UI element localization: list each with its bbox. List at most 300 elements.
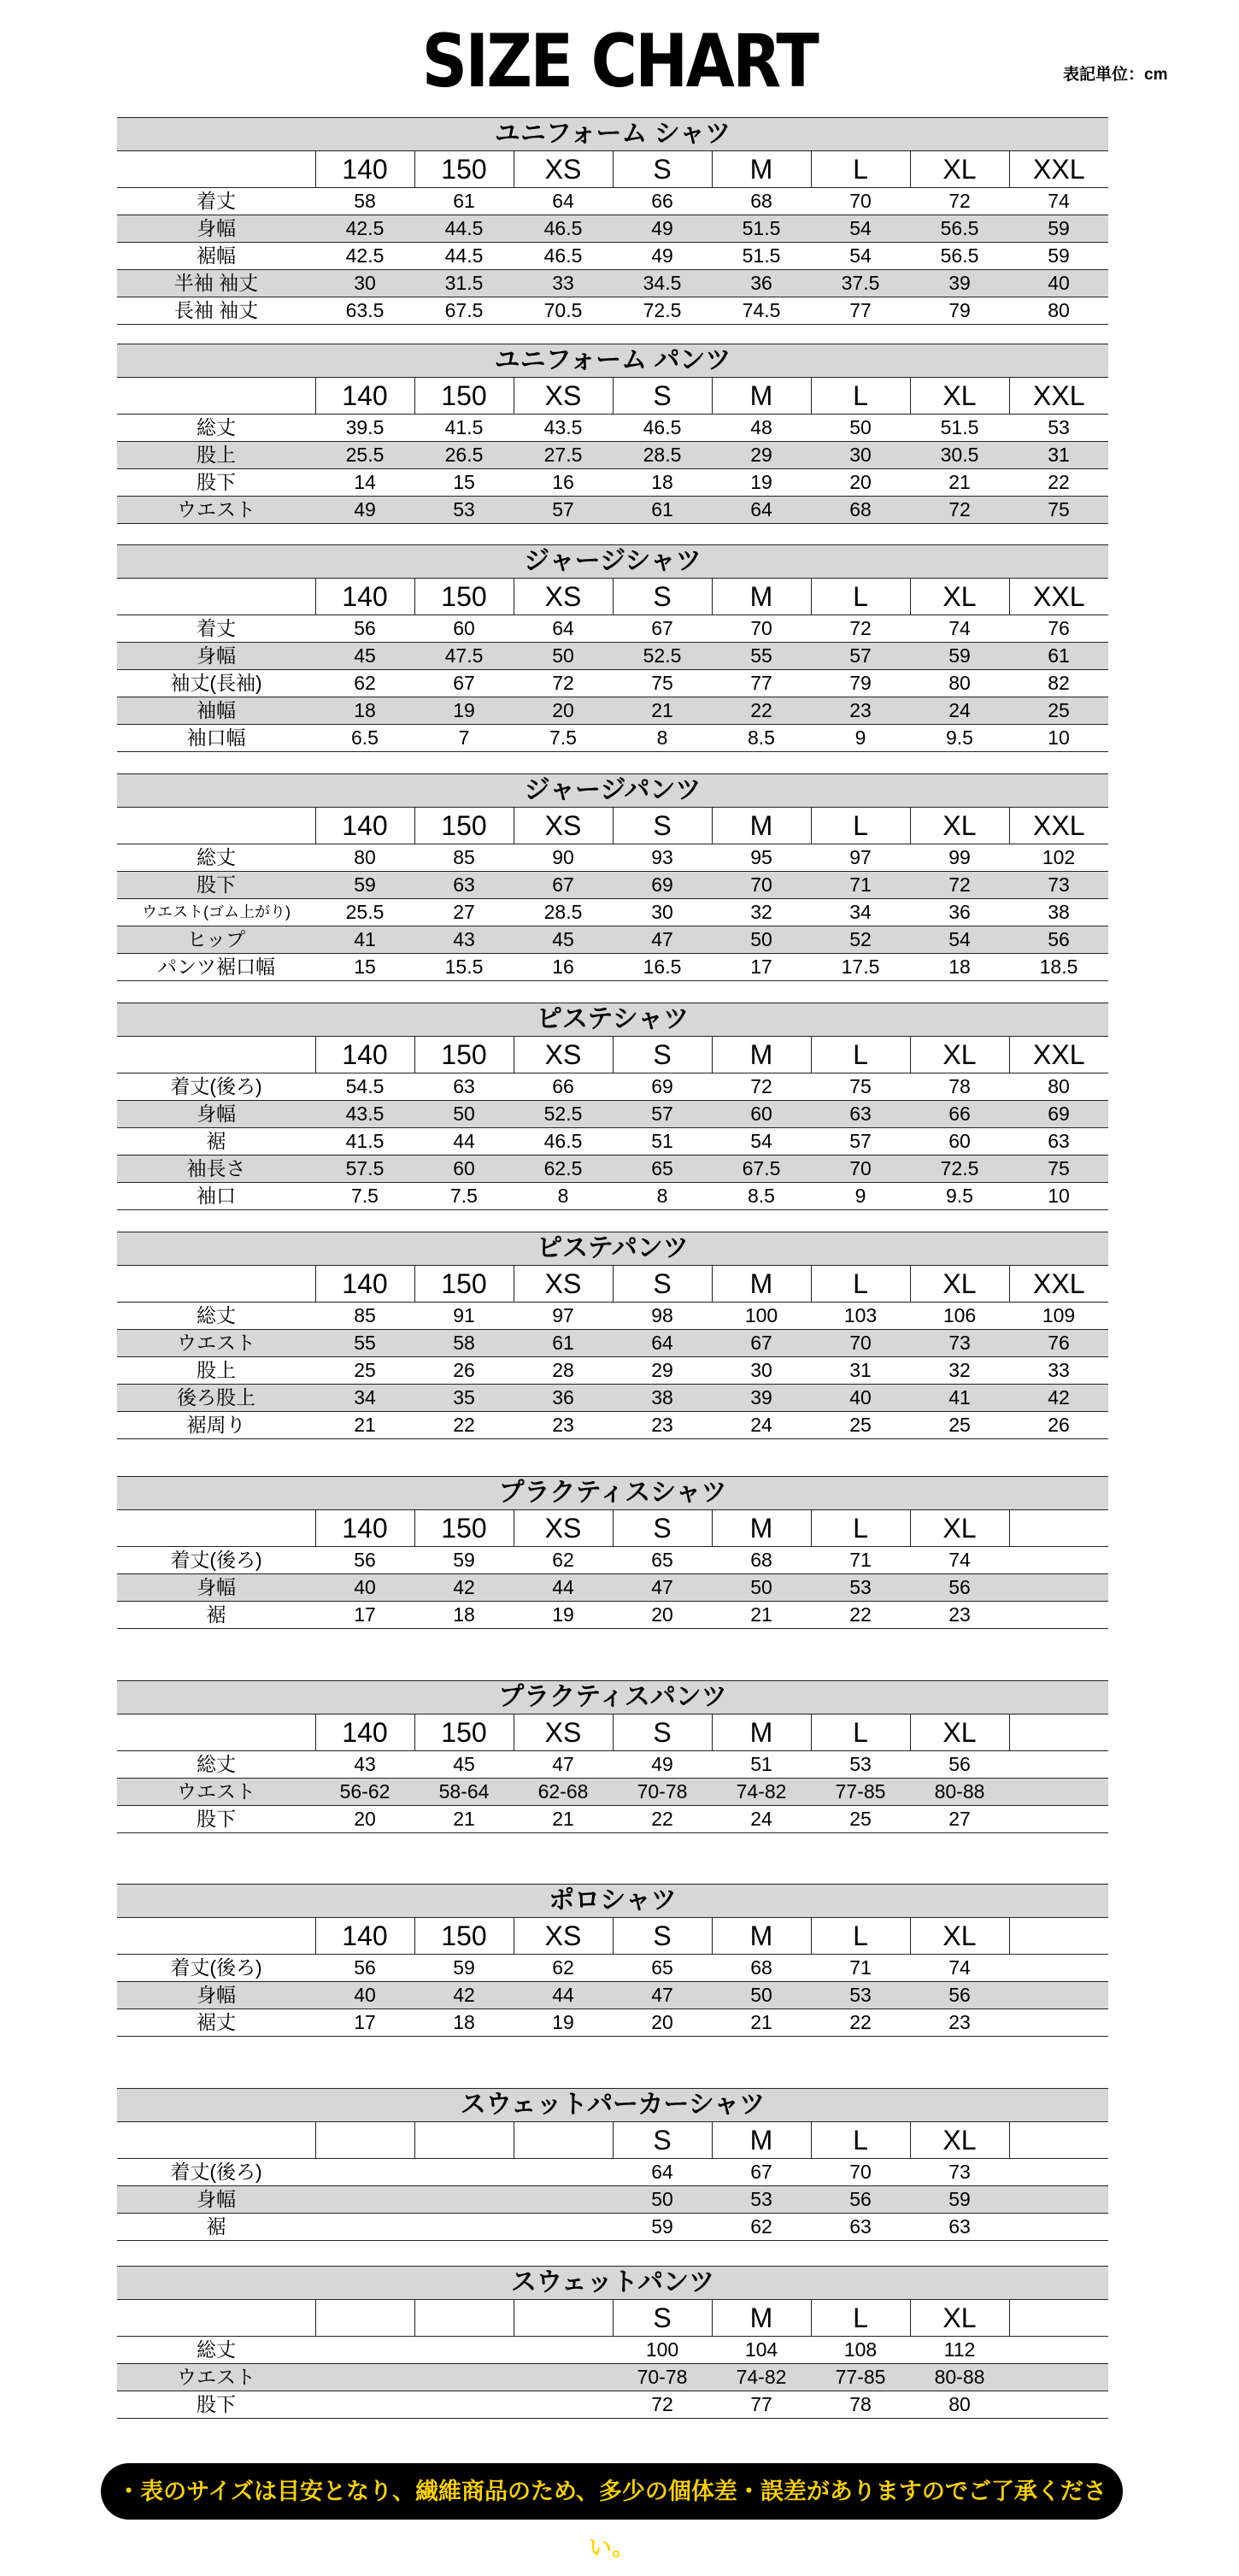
size-header: XL [910, 378, 1009, 415]
size-table [117, 378, 1108, 524]
cell: 58 [315, 188, 414, 215]
row-label: 身幅 [117, 643, 315, 670]
cell: 7 [414, 725, 514, 752]
cell: 44 [414, 1128, 514, 1156]
cell: 19 [414, 697, 514, 725]
cell: 39.5 [315, 415, 414, 442]
row-label: 後ろ股上 [117, 1385, 315, 1412]
cell [414, 2159, 514, 2186]
table-row [117, 2391, 1108, 2419]
size-table [117, 1918, 1108, 2037]
cell: 34.5 [613, 270, 712, 297]
row-label: ウエスト(ゴム上がり) [117, 899, 315, 926]
cell: 50 [811, 415, 910, 442]
table-row [117, 1547, 1108, 1574]
cell: 20 [315, 1806, 414, 1833]
cell: 75 [1009, 497, 1108, 524]
cell: 99 [910, 844, 1009, 872]
table-row [117, 215, 1108, 243]
cell: 63 [811, 1101, 910, 1128]
cell: 72.5 [613, 297, 712, 325]
cell: 17 [712, 954, 811, 981]
disclaimer-note: ・表のサイズは目安となり、繊維商品のため、多少の個体差・誤差がありますのでご了承ください。 [101, 2463, 1123, 2520]
cell: 19 [514, 1602, 613, 1629]
cell: 51.5 [712, 215, 811, 243]
size-header: XL [910, 2122, 1009, 2159]
cell: 54 [811, 215, 910, 243]
cell: 56.5 [910, 243, 1009, 270]
size-table [117, 2300, 1108, 2419]
size-header: XS [514, 378, 613, 415]
cell: 56 [910, 1982, 1009, 2009]
size-table-uniform-pants [117, 344, 1108, 524]
cell: 32 [712, 899, 811, 926]
size-header: XL [910, 151, 1009, 188]
cell: 98 [613, 1303, 712, 1330]
cell: 18 [910, 954, 1009, 981]
size-header: M [712, 2122, 811, 2159]
cell: 30 [811, 442, 910, 469]
cell: 55 [712, 643, 811, 670]
table-row [117, 1128, 1108, 1156]
row-label: ヒップ [117, 926, 315, 954]
cell: 56 [315, 1547, 414, 1574]
size-header [315, 2122, 414, 2159]
unit-note: 表記単位：cm [1063, 66, 1168, 84]
size-header: XL [910, 579, 1009, 615]
cell: 20 [613, 2009, 712, 2037]
table-row [117, 1806, 1108, 1833]
size-header: S [613, 151, 712, 188]
size-header: XL [910, 1918, 1009, 1955]
cell: 56 [315, 615, 414, 643]
size-header: XXL [1009, 808, 1108, 844]
size-header: 140 [315, 1037, 414, 1073]
cell: 46.5 [613, 415, 712, 442]
cell: 42 [414, 1574, 514, 1602]
corner-cell [117, 1037, 315, 1073]
table-row [117, 1955, 1108, 1982]
cell: 59 [1009, 243, 1108, 270]
cell: 52.5 [613, 643, 712, 670]
size-table-piste-shirt [117, 1003, 1108, 1210]
row-label: ウエスト [117, 2364, 315, 2391]
size-header: M [712, 1037, 811, 1073]
cell: 48 [712, 415, 811, 442]
size-header: S [613, 1037, 712, 1073]
size-header-row [117, 579, 1108, 615]
size-table-sweat-parka [117, 2088, 1108, 2241]
cell [414, 2337, 514, 2364]
corner-cell [117, 579, 315, 615]
size-header: M [712, 151, 811, 188]
cell: 76 [1009, 615, 1108, 643]
cell [315, 2159, 414, 2186]
table-row [117, 1574, 1108, 1602]
cell: 22 [1009, 469, 1108, 497]
cell: 69 [1009, 1101, 1108, 1128]
cell: 59 [910, 2186, 1009, 2214]
size-header: XS [514, 1037, 613, 1073]
cell: 17 [315, 2009, 414, 2037]
cell: 21 [712, 1602, 811, 1629]
cell: 64 [712, 497, 811, 524]
table-row [117, 497, 1108, 524]
cell: 39 [712, 1385, 811, 1412]
cell: 49 [613, 1751, 712, 1779]
cell: 74 [910, 615, 1009, 643]
cell: 41.5 [414, 415, 514, 442]
cell: 22 [712, 697, 811, 725]
row-label: パンツ裾口幅 [117, 954, 315, 981]
size-header-row [117, 808, 1108, 844]
corner-cell [117, 1266, 315, 1303]
cell: 38 [613, 1385, 712, 1412]
cell: 62-68 [514, 1779, 613, 1806]
cell: 65 [613, 1547, 712, 1574]
cell: 67.5 [712, 1156, 811, 1183]
cell: 62 [712, 2214, 811, 2241]
row-label: 裾 [117, 1602, 315, 1629]
cell: 74-82 [712, 2364, 811, 2391]
table-row [117, 899, 1108, 926]
cell [514, 2186, 613, 2214]
cell: 43.5 [315, 1101, 414, 1128]
cell [1009, 1806, 1108, 1833]
cell: 71 [811, 872, 910, 899]
cell [1009, 2391, 1108, 2419]
cell: 79 [811, 670, 910, 697]
cell [514, 2364, 613, 2391]
row-label: 裾丈 [117, 2009, 315, 2037]
cell: 85 [414, 844, 514, 872]
row-label: ウエスト [117, 1330, 315, 1357]
size-header: M [712, 808, 811, 844]
cell [315, 2337, 414, 2364]
cell: 67 [613, 615, 712, 643]
table-row [117, 2364, 1108, 2391]
cell [414, 2186, 514, 2214]
cell: 8.5 [712, 725, 811, 752]
cell: 77-85 [811, 2364, 910, 2391]
table-row [117, 1385, 1108, 1412]
row-label: 身幅 [117, 215, 315, 243]
cell: 40 [1009, 270, 1108, 297]
row-label: 袖口幅 [117, 725, 315, 752]
section-title: ジャージシャツ [117, 544, 1108, 579]
cell [1009, 1779, 1108, 1806]
size-table [117, 1510, 1108, 1629]
cell: 59 [910, 643, 1009, 670]
size-header: 150 [414, 1714, 514, 1751]
cell: 58-64 [414, 1779, 514, 1806]
cell: 61 [1009, 643, 1108, 670]
corner-cell [117, 1918, 315, 1955]
cell: 21 [910, 469, 1009, 497]
cell: 80 [1009, 297, 1108, 325]
cell: 74 [910, 1955, 1009, 1982]
row-label: 総丈 [117, 415, 315, 442]
table-row [117, 442, 1108, 469]
table-row [117, 725, 1108, 752]
cell: 25.5 [315, 442, 414, 469]
cell: 73 [910, 1330, 1009, 1357]
corner-cell [117, 378, 315, 415]
size-header [1009, 2122, 1108, 2159]
cell [414, 2364, 514, 2391]
size-header: XS [514, 1714, 613, 1751]
corner-cell [117, 808, 315, 844]
cell: 70 [712, 872, 811, 899]
row-label: 着丈(後ろ) [117, 1547, 315, 1574]
cell: 103 [811, 1303, 910, 1330]
cell: 67 [712, 1330, 811, 1357]
size-header: M [712, 1918, 811, 1955]
section-title: スウェットパーカーシャツ [117, 2088, 1108, 2122]
cell: 74 [910, 1547, 1009, 1574]
cell: 20 [613, 1602, 712, 1629]
row-label: 着丈(後ろ) [117, 1955, 315, 1982]
cell: 37.5 [811, 270, 910, 297]
row-label: 身幅 [117, 2186, 315, 2214]
cell: 20 [514, 697, 613, 725]
cell: 75 [613, 670, 712, 697]
cell [1009, 2009, 1108, 2037]
size-header [1009, 1918, 1108, 1955]
cell: 51.5 [910, 415, 1009, 442]
table-row [117, 1330, 1108, 1357]
table-row [117, 615, 1108, 643]
section-title: ピステシャツ [117, 1003, 1108, 1037]
table-row [117, 297, 1108, 325]
cell: 9 [811, 1183, 910, 1210]
row-label: 袖口 [117, 1183, 315, 1210]
size-header: XS [514, 808, 613, 844]
cell: 106 [910, 1303, 1009, 1330]
cell: 67.5 [414, 297, 514, 325]
cell: 18 [315, 697, 414, 725]
cell: 45 [414, 1751, 514, 1779]
cell: 74.5 [712, 297, 811, 325]
table-row [117, 1183, 1108, 1210]
section-title: プラクティスパンツ [117, 1680, 1108, 1714]
size-header: S [613, 2300, 712, 2337]
size-header: S [613, 808, 712, 844]
cell [1009, 1602, 1108, 1629]
row-label: 裾幅 [117, 243, 315, 270]
cell: 40 [315, 1982, 414, 2009]
row-label: 裾周り [117, 1412, 315, 1439]
size-header: XS [514, 1510, 613, 1547]
cell: 72 [712, 1073, 811, 1101]
cell: 80 [910, 2391, 1009, 2419]
size-header: XL [910, 1510, 1009, 1547]
corner-cell [117, 1714, 315, 1751]
row-label: 裾 [117, 1128, 315, 1156]
size-header: XS [514, 579, 613, 615]
cell: 42 [1009, 1385, 1108, 1412]
cell: 27 [910, 1806, 1009, 1833]
size-header: XL [910, 1037, 1009, 1073]
size-header: XXL [1009, 1037, 1108, 1073]
cell: 85 [315, 1303, 414, 1330]
cell: 9.5 [910, 725, 1009, 752]
cell: 18 [414, 2009, 514, 2037]
cell: 19 [514, 2009, 613, 2037]
cell: 72 [613, 2391, 712, 2419]
row-label: 股上 [117, 442, 315, 469]
row-label: 股下 [117, 872, 315, 899]
cell: 18.5 [1009, 954, 1108, 981]
cell [514, 2391, 613, 2419]
size-header: M [712, 2300, 811, 2337]
size-header-row [117, 2300, 1108, 2337]
cell [315, 2214, 414, 2241]
cell: 68 [712, 1547, 811, 1574]
cell: 26 [414, 1357, 514, 1385]
cell: 77 [712, 2391, 811, 2419]
size-header: 150 [414, 579, 514, 615]
size-header [315, 2300, 414, 2337]
size-header: S [613, 1266, 712, 1303]
cell: 64 [613, 2159, 712, 2186]
table-row [117, 954, 1108, 981]
cell: 21 [414, 1806, 514, 1833]
cell: 19 [712, 469, 811, 497]
cell: 63 [1009, 1128, 1108, 1156]
size-header: 150 [414, 1266, 514, 1303]
cell [514, 2159, 613, 2186]
cell: 97 [811, 844, 910, 872]
table-row [117, 1101, 1108, 1128]
cell: 17 [315, 1602, 414, 1629]
table-row [117, 469, 1108, 497]
size-header: XL [910, 808, 1009, 844]
size-table [117, 579, 1108, 752]
row-label: 身幅 [117, 1101, 315, 1128]
row-label: 長袖 袖丈 [117, 297, 315, 325]
cell: 64 [613, 1330, 712, 1357]
cell [1009, 1751, 1108, 1779]
section-title: ジャージパンツ [117, 773, 1108, 808]
size-table [117, 1714, 1108, 1833]
cell: 102 [1009, 844, 1108, 872]
size-table-practice-pants [117, 1680, 1108, 1833]
cell: 68 [811, 497, 910, 524]
cell: 57 [811, 643, 910, 670]
cell [414, 2391, 514, 2419]
cell: 18 [613, 469, 712, 497]
cell: 49 [613, 243, 712, 270]
cell: 56 [910, 1751, 1009, 1779]
cell: 50 [514, 643, 613, 670]
cell: 23 [514, 1412, 613, 1439]
cell: 45 [315, 643, 414, 670]
cell [1009, 1574, 1108, 1602]
size-header-row [117, 1037, 1108, 1073]
cell: 15.5 [414, 954, 514, 981]
size-header: XXL [1009, 378, 1108, 415]
size-header: XXL [1009, 151, 1108, 188]
row-label: 股上 [117, 1357, 315, 1385]
cell: 21 [712, 2009, 811, 2037]
table-row [117, 2009, 1108, 2037]
cell: 41.5 [315, 1128, 414, 1156]
cell: 25 [315, 1357, 414, 1385]
cell: 59 [613, 2214, 712, 2241]
table-row [117, 670, 1108, 697]
cell: 75 [811, 1073, 910, 1101]
section-title: ユニフォーム シャツ [117, 117, 1108, 151]
cell: 82 [1009, 670, 1108, 697]
row-label: 着丈(後ろ) [117, 2159, 315, 2186]
cell: 22 [811, 2009, 910, 2037]
row-label: 着丈(後ろ) [117, 1073, 315, 1101]
cell: 25 [1009, 697, 1108, 725]
size-table-jersey-pants [117, 773, 1108, 981]
cell: 63 [811, 2214, 910, 2241]
cell: 43 [414, 926, 514, 954]
cell [1009, 1982, 1108, 2009]
cell: 72 [514, 670, 613, 697]
cell: 68 [712, 188, 811, 215]
cell: 50 [414, 1101, 514, 1128]
cell: 30 [613, 899, 712, 926]
size-header: 150 [414, 151, 514, 188]
cell: 33 [514, 270, 613, 297]
cell: 90 [514, 844, 613, 872]
cell: 72 [910, 497, 1009, 524]
cell: 80 [1009, 1073, 1108, 1101]
size-table-jersey-shirt [117, 544, 1108, 752]
cell: 55 [315, 1330, 414, 1357]
cell: 97 [514, 1303, 613, 1330]
size-header: L [811, 151, 910, 188]
cell [514, 2337, 613, 2364]
cell: 51 [613, 1128, 712, 1156]
size-header: 140 [315, 1714, 414, 1751]
size-header: L [811, 1510, 910, 1547]
row-label: 総丈 [117, 1303, 315, 1330]
cell: 61 [414, 188, 514, 215]
cell: 28.5 [514, 899, 613, 926]
cell: 45 [514, 926, 613, 954]
row-label: 股下 [117, 2391, 315, 2419]
corner-cell [117, 2122, 315, 2159]
size-header: L [811, 378, 910, 415]
cell: 75 [1009, 1156, 1108, 1183]
size-header: 140 [315, 378, 414, 415]
cell: 16 [514, 954, 613, 981]
cell: 9 [811, 725, 910, 752]
cell: 24 [712, 1412, 811, 1439]
row-label: ウエスト [117, 1779, 315, 1806]
cell: 36 [514, 1385, 613, 1412]
cell: 34 [315, 1385, 414, 1412]
cell: 70-78 [613, 1779, 712, 1806]
cell: 40 [315, 1574, 414, 1602]
table-row [117, 1303, 1108, 1330]
cell: 49 [315, 497, 414, 524]
cell: 77 [811, 297, 910, 325]
cell: 31 [811, 1357, 910, 1385]
cell: 80 [910, 670, 1009, 697]
cell: 72 [811, 615, 910, 643]
cell: 78 [910, 1073, 1009, 1101]
cell: 46.5 [514, 243, 613, 270]
cell: 49 [613, 215, 712, 243]
cell: 46.5 [514, 1128, 613, 1156]
